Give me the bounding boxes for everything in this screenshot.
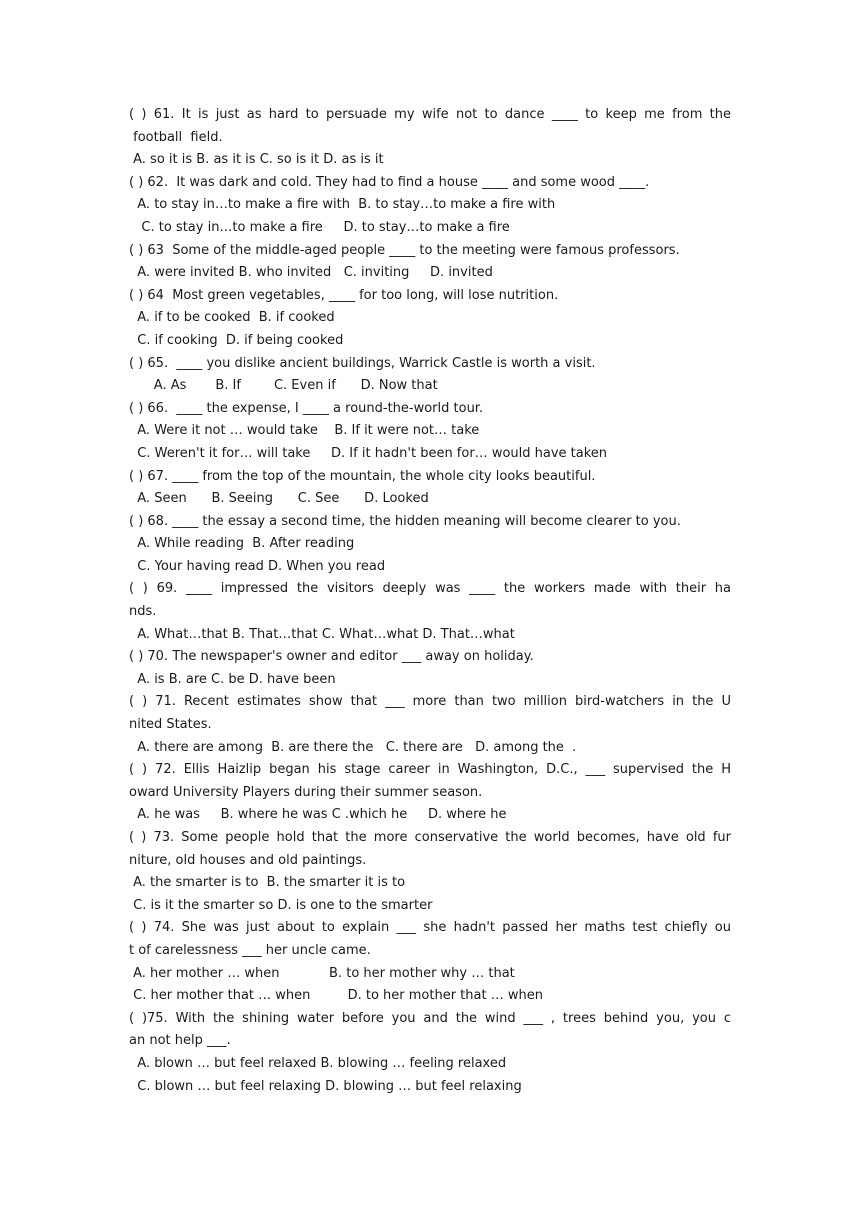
text-line: A. he was B. where he was C .which he D. where he <box>129 807 507 823</box>
text-line: C. to stay in…to make a fire D. to stay…to make a fire <box>129 219 510 235</box>
text-line: A. her mother … when B. to her mother why … that <box>129 965 515 981</box>
text-line: niture, old houses and old paintings. <box>129 852 367 868</box>
text-line: football field. <box>129 129 223 145</box>
text-line: A. is B. are C. be D. have been <box>129 671 336 687</box>
text-line: A. if to be cooked B. if cooked <box>129 310 335 326</box>
text-line: C. Your having read D. When you read <box>129 558 386 574</box>
text-line: A. As B. If C. Even if D. Now that <box>129 378 438 394</box>
text-line: oward University Players during their summer season. <box>129 784 483 800</box>
text-line: an not help ___. <box>129 1033 231 1049</box>
text-line: A. there are among B. are there the C. there are D. among the . <box>129 739 577 755</box>
text-line: nited States. <box>129 717 212 733</box>
text-line: A. were invited B. who invited C. inviting D. invited <box>129 265 493 281</box>
text-line: ( ) 63 Some of the middle-aged people ____ to the meeting were famous professors. <box>129 242 680 258</box>
text-line: ( ) 65. ____ you dislike ancient buildings, Warrick Castle is worth a visit. <box>129 355 596 371</box>
text-line: A. to stay in…to make a fire with B. to stay…to make a fire with <box>129 197 556 213</box>
text-line: ( ) 62. It was dark and cold. They had to find a house ____ and some wood ____. <box>129 174 650 190</box>
text-line: ( ) 70. The newspaper's owner and editor ___ away on holiday. <box>129 649 534 665</box>
text-line: A. Seen B. Seeing C. See D. Looked <box>129 491 429 507</box>
text-line: C. Weren't it for… will take D. If it hadn't been for… would have taken <box>129 445 608 461</box>
text-line: ( )75. With the shining water before you and the wind ___ , trees behind you, you c <box>129 1010 731 1026</box>
text-line: ( ) 68. ____ the essay a second time, the hidden meaning will become clearer to you. <box>129 513 681 529</box>
text-line: A. What…that B. That…that C. What…what D. That…what <box>129 626 515 642</box>
text-line: ( ) 71. Recent estimates show that ___ more than two million bird-watchers in the U <box>129 694 731 710</box>
text-line: ( ) 73. Some people hold that the more conservative the world becomes, have old fur <box>129 830 731 845</box>
text-line: C. her mother that … when D. to her mother that … when <box>129 988 543 1004</box>
text-line: A. the smarter is to B. the smarter it is to <box>129 875 406 891</box>
text-line: C. blown … but feel relaxing D. blowing … but feel relaxing <box>129 1078 522 1094</box>
text-line: ( ) 72. Ellis Haizlip began his stage career in Washington, D.C., ___ supervised the H <box>129 762 731 778</box>
text-line: A. blown … but feel relaxed B. blowing … feeling relaxed <box>129 1055 507 1071</box>
text-line: ( ) 69. ____ impressed the visitors deeply was ____ the workers made with their ha <box>129 581 731 597</box>
text-line: C. if cooking D. if being cooked <box>129 332 344 348</box>
text-line: ( ) 74. She was just about to explain ___ she hadn't passed her maths test chiefly ou <box>129 920 731 936</box>
text-line: A. Were it not … would take B. If it were not… take <box>129 423 480 439</box>
text-line: ( ) 64 Most green vegetables, ____ for too long, will lose nutrition. <box>129 287 559 303</box>
text-line: ( ) 61. It is just as hard to persuade my wife not to dance ____ to keep me from the <box>129 107 731 122</box>
document-page <box>129 104 731 1098</box>
text-line: ( ) 66. ____ the expense, I ____ a round-the-world tour. <box>129 400 484 416</box>
text-line: nds. <box>129 604 157 620</box>
text-line: A. so it is B. as it is C. so is it D. as is it <box>129 152 384 168</box>
text-line: A. While reading B. After reading <box>129 536 355 552</box>
text-line: t of carelessness ___ her uncle came. <box>129 942 371 958</box>
text-line: ( ) 67. ____ from the top of the mountain, the whole city looks beautiful. <box>129 468 596 484</box>
text-line: C. is it the smarter so D. is one to the smarter <box>129 897 433 913</box>
